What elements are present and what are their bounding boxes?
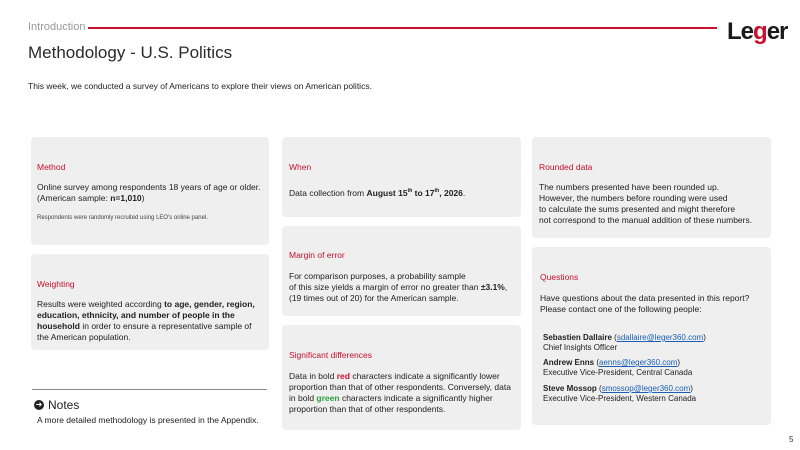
margin-title: Margin of error bbox=[289, 250, 345, 260]
method-body bbox=[37, 182, 267, 204]
text-run: (American sample: bbox=[37, 193, 111, 203]
when-card bbox=[282, 137, 521, 217]
text-run: ( bbox=[596, 384, 602, 393]
rounded-card bbox=[532, 137, 771, 238]
questions-line: Have questions about the data presented in this report? bbox=[540, 293, 750, 303]
weighting-title: Weighting bbox=[37, 279, 75, 289]
header-rule bbox=[88, 27, 717, 29]
text-run: Results were weighted according bbox=[37, 299, 165, 309]
method-card bbox=[31, 137, 269, 245]
notes-divider bbox=[32, 389, 267, 390]
weighting-card bbox=[31, 254, 269, 350]
leger-logo bbox=[727, 14, 788, 50]
collection-dates bbox=[366, 188, 462, 198]
contact-item bbox=[543, 333, 706, 353]
red-keyword: red bbox=[336, 371, 350, 381]
text-run: characters indicate a significantly higher proportion than that of other respondents. bbox=[289, 393, 493, 414]
questions-title: Questions bbox=[540, 272, 579, 282]
text-run: characters indicate a significantly lower proportion than that of other respondents. Conversely, data in bold bbox=[289, 371, 511, 403]
margin-line bbox=[289, 282, 521, 293]
notes-heading bbox=[34, 398, 79, 412]
text-run: ) bbox=[690, 384, 693, 393]
weighting-variables: to age, gender, region, education, ethnicity, and number of people in the household bbox=[37, 299, 255, 331]
margin-line: (19 times out of 20) for the American sample. bbox=[289, 293, 459, 303]
page-number: 5 bbox=[789, 435, 794, 444]
notes-text: A more detailed methodology is presented in the Appendix. bbox=[37, 415, 259, 425]
text-run: Data collection from bbox=[289, 187, 367, 198]
text-run: Data in bold bbox=[289, 371, 337, 381]
intro-text: This week, we conducted a survey of Americans to explore their views on American politics. bbox=[28, 81, 372, 91]
contact-item bbox=[543, 358, 692, 378]
when-body bbox=[289, 186, 519, 199]
contact-name: Andrew Enns bbox=[543, 358, 595, 367]
sample-size: n=1,010 bbox=[110, 193, 142, 203]
method-title: Method bbox=[37, 162, 66, 172]
contact-name: Sebastien Dallaire bbox=[543, 333, 612, 342]
text-run: in order to ensure a representative sample of the American population. bbox=[37, 321, 252, 342]
rounded-body bbox=[539, 182, 771, 226]
margin-body bbox=[289, 271, 521, 304]
text-run: of this size yields a margin of error no greater than bbox=[289, 282, 481, 292]
margin-card bbox=[282, 226, 521, 316]
contact-role: Chief Insights Officer bbox=[543, 343, 618, 352]
contact-role: Executive Vice-President, Central Canada bbox=[543, 368, 693, 377]
when-title: When bbox=[289, 162, 312, 172]
questions-body bbox=[540, 293, 770, 315]
text-run: . bbox=[462, 187, 466, 198]
margin-value: ±3.1% bbox=[480, 282, 505, 292]
text-run: ) bbox=[703, 333, 706, 342]
significant-title: Significant differences bbox=[289, 350, 373, 360]
method-line bbox=[37, 193, 267, 204]
notes-title: Notes bbox=[48, 398, 80, 412]
rounded-line: However, the numbers before rounding were used bbox=[539, 193, 728, 203]
arrow-circle-icon: ➜ bbox=[35, 400, 43, 409]
green-keyword: green bbox=[316, 393, 340, 403]
logo-part: Le bbox=[727, 18, 754, 45]
questions-line: Please contact one of the following people: bbox=[540, 304, 702, 314]
rounded-title: Rounded data bbox=[539, 162, 593, 172]
significant-card bbox=[282, 325, 521, 430]
text-run: , 2026 bbox=[439, 187, 463, 198]
ordinal: th bbox=[434, 188, 440, 194]
logo-part: er bbox=[766, 18, 788, 45]
rounded-line: The numbers presented have been rounded up. bbox=[539, 182, 720, 192]
method-line: Online survey among respondents 18 years of age or older. bbox=[37, 182, 261, 192]
text-run: ( bbox=[611, 333, 617, 342]
method-note: Respondents were randomly recruited using LEO's online panel. bbox=[37, 215, 208, 221]
text-run: August 15 bbox=[366, 187, 408, 198]
rounded-line: to calculate the sums presented and might therefore bbox=[539, 204, 736, 214]
logo-part: g bbox=[753, 18, 767, 45]
contact-email-link[interactable]: aenns@leger360.com bbox=[599, 358, 678, 367]
weighting-body bbox=[37, 299, 259, 343]
text-run: to 17 bbox=[412, 187, 435, 198]
page-title: Methodology - U.S. Politics bbox=[28, 43, 233, 62]
contact-item bbox=[543, 384, 696, 404]
contact-role: Executive Vice-President, Western Canada bbox=[543, 394, 697, 403]
text-run: ) bbox=[677, 358, 681, 367]
text-run: ) bbox=[141, 193, 145, 203]
section-label: Introduction bbox=[28, 21, 86, 33]
contact-name: Steve Mossop bbox=[543, 384, 597, 393]
significant-body bbox=[289, 371, 517, 415]
ordinal: th bbox=[407, 188, 413, 194]
contact-email-link[interactable]: smossop@leger360.com bbox=[601, 384, 691, 393]
rounded-line: not correspond to the manual addition of these numbers. bbox=[539, 215, 753, 225]
contact-email-link[interactable]: sdallaire@leger360.com bbox=[616, 333, 704, 342]
text-run: ( bbox=[594, 358, 600, 367]
text-run: , bbox=[504, 282, 508, 292]
margin-line: For comparison purposes, a probability sample bbox=[289, 271, 466, 281]
